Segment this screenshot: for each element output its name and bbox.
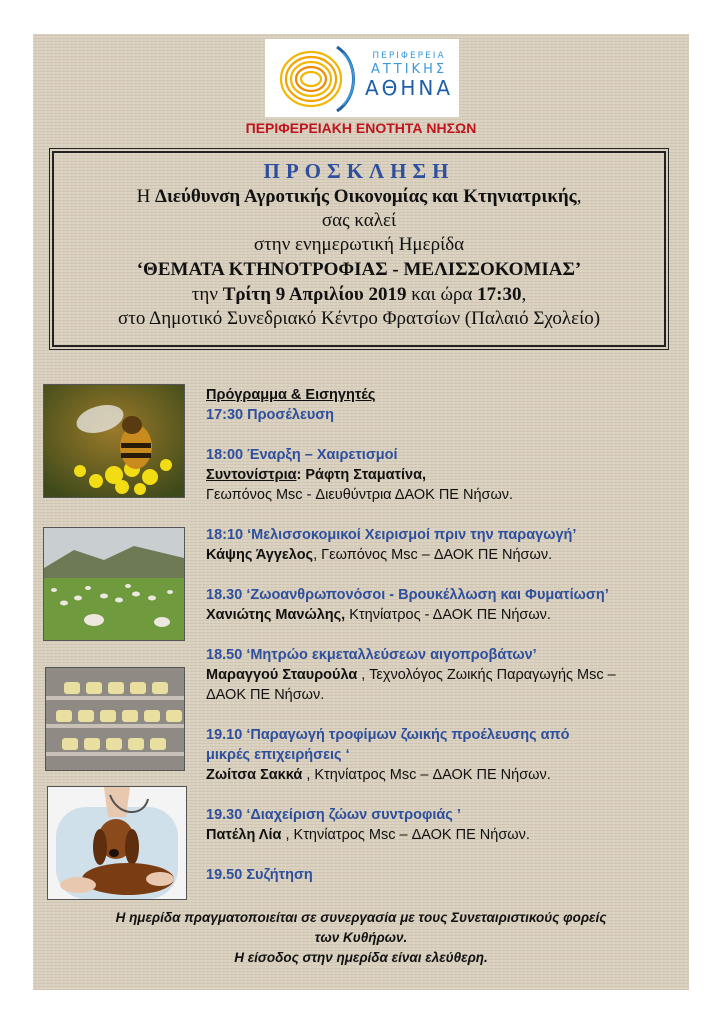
regional-unit-name: ΠΕΡΙΦΕΡΕΙΑΚΗ ΕΝΟΤΗΤΑ ΝΗΣΩΝ	[245, 120, 477, 136]
program-discussion: 19.50 Συζήτηση	[206, 867, 313, 883]
footer-line-3: Η είσοδος στην ημερίδα είναι ελεύθερη.	[234, 950, 488, 965]
cheese-photo	[45, 667, 185, 771]
talk-4-name: Ζωίτσα Σακκά	[206, 767, 303, 783]
date-post: ,	[521, 284, 527, 305]
program-opening: 18:00 Έναρξη – Χαιρετισμοί	[206, 447, 398, 463]
footer-line-2: των Κυθήρων.	[314, 930, 408, 945]
poster	[33, 34, 689, 990]
bee-photo	[43, 384, 185, 498]
logo-text	[363, 51, 455, 100]
coordinator-line	[206, 467, 426, 483]
coordinator-role: Γεωπόνος Msc - Διευθύντρια ΔΑΟΚ ΠΕ Νήσων.	[206, 487, 514, 503]
sheep-photo	[43, 527, 185, 641]
coordinator-name: : Ράφτη Σταματίνα,	[296, 467, 427, 483]
invitation-box	[52, 151, 666, 347]
talk-3-role-cont: ΔΑΟΚ ΠΕ Νήσων.	[206, 687, 325, 703]
talk-1-speaker	[206, 547, 552, 563]
talk-3-role: , Τεχνολόγος Ζωικής Παραγωγής Msc –	[357, 667, 616, 683]
coordinator-label: Συντονίστρια	[206, 467, 297, 483]
talk-2-speaker	[206, 607, 551, 623]
invitation-line-1-post: ,	[576, 186, 582, 207]
date-pre: την	[191, 284, 223, 305]
talk-1-role: , Γεωπόνος Msc – ΔΑΟΚ ΠΕ Νήσων.	[313, 547, 553, 563]
talk-4-title-2: μικρές επιχειρήσεις ‘	[206, 747, 350, 763]
date-mid: και ώρα	[406, 284, 478, 305]
invitation-line-3: στην ενημερωτική Ημερίδα	[253, 234, 465, 255]
footer-note	[33, 908, 689, 968]
talk-3-title: 18.50 ‘Μητρώο εκμεταλλεύσεων αιγοπροβάτων’	[206, 647, 537, 663]
logo-line-2: ΑΤΤΙΚΗΣ	[370, 62, 448, 77]
footer-line-1: Η ημερίδα πραγματοποιείται σε συνεργασία με τους Συνεταιριστικούς φορείς	[115, 910, 607, 925]
talk-2-name: Χανιώτης Μανώλης,	[206, 607, 346, 623]
invitation-line-1-pre: Η	[136, 186, 156, 207]
directorate-name: Διεύθυνση Αγροτικής Οικονομίας και Κτηνιατρικής	[155, 186, 577, 207]
invitation-title: ΠΡΟΣΚΛΗΣΗ	[263, 159, 455, 183]
talk-1-name: Κάψης Άγγελος	[206, 547, 314, 563]
talk-2-role: Κτηνίατρος - ΔΑΟΚ ΠΕ Νήσων.	[345, 607, 551, 623]
talk-4-speaker	[206, 767, 551, 783]
event-venue: στο Δημοτικό Συνεδριακό Κέντρο Φρατσίων (Παλαιό Σχολείο)	[117, 308, 601, 329]
talk-3-name: Μαραγγού Σταυρούλα	[206, 667, 358, 683]
event-title: ‘ΘΕΜΑΤΑ ΚΤΗΝΟΤΡΟΦΙΑΣ - ΜΕΛΙΣΣΟΚΟΜΙΑΣ’	[136, 259, 582, 280]
invitation-line-2: σας καλεί	[321, 210, 397, 231]
talk-3-speaker	[206, 667, 616, 683]
logo-line-3: ΑΘΗΝΑ	[364, 76, 454, 100]
region-logo	[265, 39, 459, 117]
logo-line-1: ΠΕΡΙΦΕΡΕΙΑ	[372, 51, 446, 61]
event-date	[54, 283, 664, 307]
talk-4-title-1: 19.10 ‘Παραγωγή τροφίμων ζωικής προέλευσης από	[206, 727, 570, 743]
time-bold: 17:30	[477, 284, 522, 305]
program-heading: Πρόγραμμα & Εισηγητές	[206, 387, 376, 403]
talk-5-speaker	[206, 827, 530, 843]
talk-5-title: 19.30 ‘Διαχείριση ζώων συντροφιάς ’	[206, 807, 461, 823]
talk-2-title: 18.30 ‘Ζωοανθρωπονόσοι - Βρουκέλλωση και Φυματίωση’	[206, 587, 609, 603]
talk-4-role: , Κτηνίατρος Msc – ΔΑΟΚ ΠΕ Νήσων.	[302, 767, 551, 783]
talk-1-title: 18:10 ‘Μελισσοκομικοί Χειρισμοί πριν την παραγωγή’	[206, 527, 577, 543]
spiral-logo-icon	[267, 39, 363, 117]
invitation-line-1	[54, 185, 664, 209]
vet-dog-photo	[47, 786, 187, 900]
date-bold: Τρίτη 9 Απριλίου 2019	[222, 284, 407, 305]
program-arrival: 17:30 Προσέλευση	[206, 407, 335, 423]
talk-5-name: Πατέλη Λία	[206, 827, 282, 843]
talk-5-role: , Κτηνίατρος Msc – ΔΑΟΚ ΠΕ Νήσων.	[281, 827, 530, 843]
